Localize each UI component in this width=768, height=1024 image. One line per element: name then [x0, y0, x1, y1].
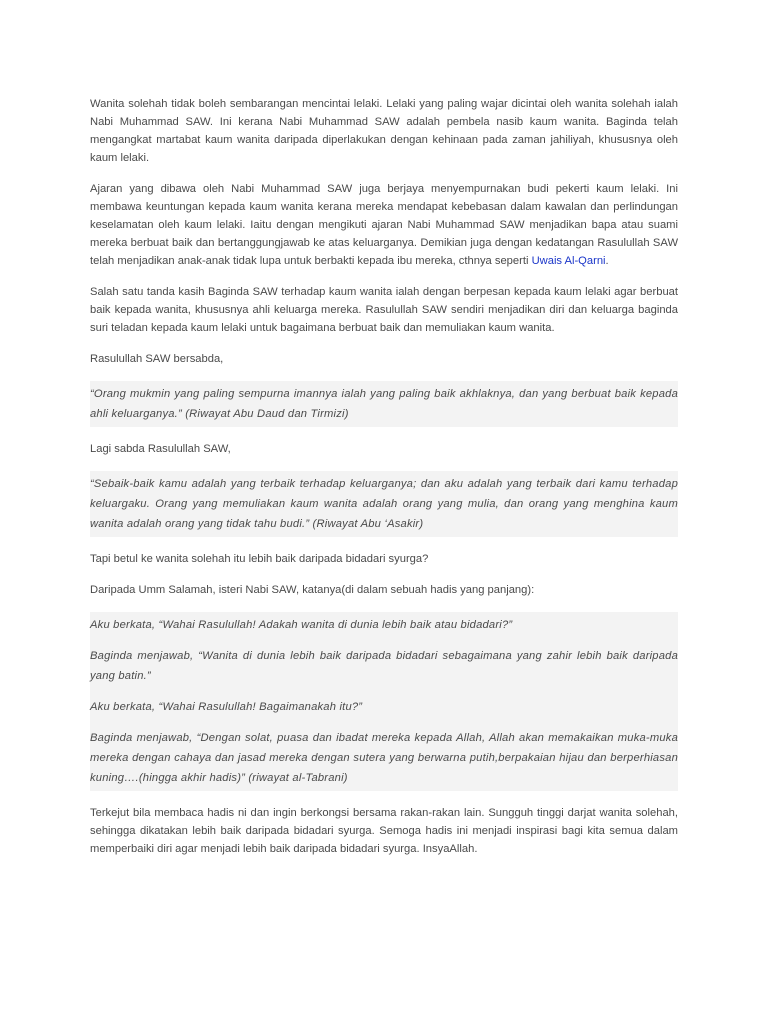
- paragraph-sign-of-love: Salah satu tanda kasih Baginda SAW terhadap kaum wanita ialah dengan berpesan kepada kaum lelaki agar berbuat baik kepada wanita, khususnya ahli keluarga mereka. Rasulullah SAW sendiri menjadikan diri dan keluarga baginda suri teladan kepada kaum lelaki untuk bagaimana berbuat baik dan memuliakan kaum wanita.: [90, 286, 678, 334]
- hadith-dialogue-line: Aku berkata, “Wahai Rasulullah! Bagaimanakah itu?”: [90, 701, 363, 713]
- hadith-dialogue-line: Aku berkata, “Wahai Rasulullah! Adakah wanita di dunia lebih baik atau bidadari?”: [90, 619, 513, 631]
- hadith-quote-1: “Orang mukmin yang paling sempurna imannya ialah yang paling baik akhlaknya, dan yang berbuat baik kepada ahli keluarganya.” (Riwayat Abu Daud dan Tirmizi): [90, 381, 678, 427]
- article-body: [90, 95, 678, 871]
- paragraph-question: Tapi betul ke wanita solehah itu lebih baik daripada bidadari syurga?: [90, 553, 429, 565]
- paragraph-teachings: [90, 180, 678, 270]
- paragraph-rasulullah-said: Rasulullah SAW bersabda,: [90, 353, 224, 365]
- hadith-dialogue-line: Baginda menjawab, “Dengan solat, puasa dan ibadat mereka kepada Allah, Allah akan memakaikan muka-muka mereka dengan cahaya dan jasad mereka dengan sutera yang berwarna putih,berpakaian hijau dan berperhiasan kuning….(hingga akhir hadis)” (riwayat al-Tabrani): [90, 732, 678, 784]
- paragraph-closing: Terkejut bila membaca hadis ni dan ingin berkongsi bersama rakan-rakan lain. Sungguh tinggi darjat wanita solehah, sehingga dikatakan lebih baik daripada bidadari syurga. Semoga hadis ini menjadi inspirasi bagi kita semua dalam memperbaiki diri agar menjadi lebih baik daripada bidadari syurga. InsyaAllah.: [90, 807, 678, 855]
- hadith-quote-2: “Sebaik-baik kamu adalah yang terbaik terhadap keluarganya; dan aku adalah yang terbaik dari kamu terhadap keluargaku. Orang yang memuliakan kaum wanita adalah orang yang mulia, dan orang yang menghina kaum wanita adalah orang yang tidak tahu budi.” (Riwayat Abu ‘Asakir): [90, 471, 678, 537]
- paragraph-another-saying: Lagi sabda Rasulullah SAW,: [90, 443, 231, 455]
- paragraph-umm-salamah: Daripada Umm Salamah, isteri Nabi SAW, katanya(di dalam sebuah hadis yang panjang):: [90, 584, 535, 596]
- paragraph-intro: Wanita solehah tidak boleh sembarangan mencintai lelaki. Lelaki yang paling wajar dicintai oleh wanita solehah ialah Nabi Muhammad SAW. Ini kerana Nabi Muhammad SAW adalah pembela nasib kaum wanita. Baginda telah mengangkat martabat kaum wanita daripada diperlakukan dengan kehinaan pada zaman jahiliyah, khususnya oleh kaum lelaki.: [90, 98, 678, 164]
- hadith-dialogue: [90, 612, 678, 791]
- paragraph-teachings-text: Ajaran yang dibawa oleh Nabi Muhammad SAW juga berjaya menyempurnakan budi pekerti kaum lelaki. Ini membawa keuntungan kepada kaum wanita kerana mereka mendapat kebebasan dalam kawalan dan perlindungan keselamatan oleh kaum lelaki. Iaitu dengan mengikuti ajaran Nabi Muhammad SAW menjadikan bapa atau suami mereka berbuat baik dan bertanggungjawab ke atas keluarganya. Demikian juga dengan kedatangan Rasulullah SAW telah menjadikan anak-anak tidak lupa untuk berbakti kepada ibu mereka, cthnya seperti: [90, 183, 678, 267]
- hadith-dialogue-line: Baginda menjawab, “Wanita di dunia lebih baik daripada bidadari sebagaimana yang zahir lebih baik daripada yang batin.”: [90, 650, 678, 682]
- paragraph-teachings-end: .: [605, 255, 609, 267]
- uwais-al-qarni-link[interactable]: Uwais Al-Qarni: [531, 255, 606, 267]
